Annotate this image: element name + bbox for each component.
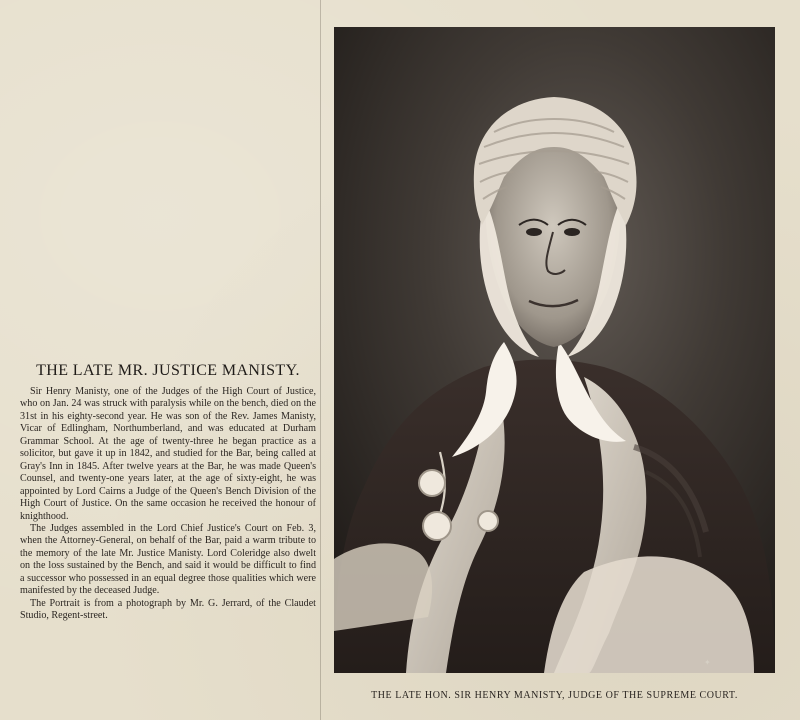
obituary-article	[20, 362, 316, 623]
judge-portrait-illustration	[334, 27, 775, 673]
article-paragraph-2: The Judges assembled in the Lord Chief Justice's Court on Feb. 3, when the Attorney-General, on behalf of the Bar, paid a warm tribute to the memory of the late Mr. Justice Manisty. Lord Coleridge also dwelt on the loss sustained by the Bench, and said it would be difficult to find a successor who possessed in an equal degree those qualities which were manifested by the deceased Judge.	[20, 522, 316, 597]
portrait-caption: THE LATE HON. SIR HENRY MANISTY, JUDGE OF THE SUPREME COURT.	[371, 690, 738, 701]
photographer-mark: ✦	[704, 658, 711, 667]
portrait-plate	[334, 27, 775, 673]
article-paragraph-1: Sir Henry Manisty, one of the Judges of the High Court of Justice, who on Jan. 24 was struck with paralysis while on the bench, died on the 31st in his eighty-second year. He was son of the Rev. James Manisty, Vicar of Edlingham, Northumberland, and was educated at Durham Grammar School. At the age of twenty-three he began practice as a solicitor, but gave it up in 1842, and studied for the Bar, being called at Gray's Inn in 1845. After twelve years at the Bar, he was made Queen's Counsel, and twenty-one years later, at the age of sixty-eight, he was appointed by Lord Cairns a Judge of the Queen's Bench Division of the High Court of Justice. On the same occasion he received the honour of knighthood.	[20, 386, 316, 522]
article-paragraph-3: The Portrait is from a photograph by Mr. G. Jerrard, of the Claudet Studio, Regent-street.	[20, 597, 316, 622]
column-divider	[320, 0, 321, 720]
article-headline: THE LATE MR. JUSTICE MANISTY.	[36, 362, 300, 379]
